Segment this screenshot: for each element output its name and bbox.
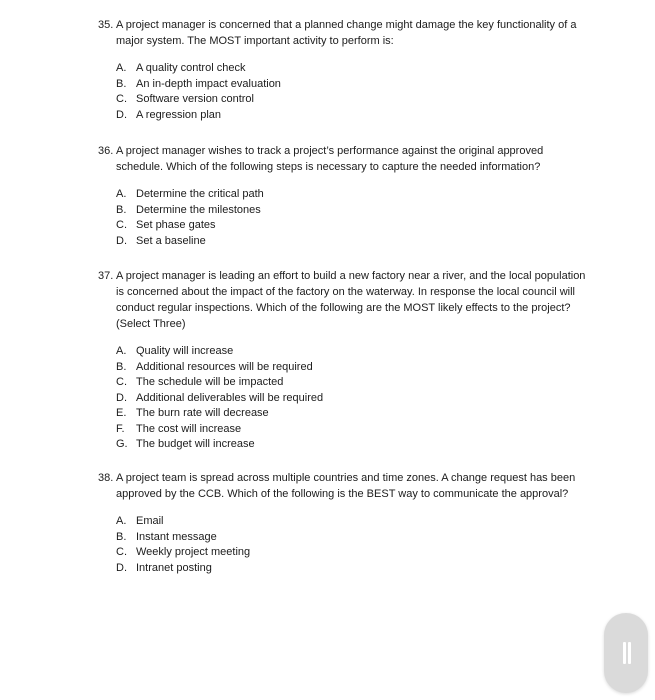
question-number: 38. xyxy=(98,472,114,484)
option-letter: A. xyxy=(116,515,127,527)
option-letter: G. xyxy=(116,438,128,450)
option-text: Software version control xyxy=(136,93,254,105)
question-text: A project team is spread across multiple countries and time zones. A change request has been approved by the CCB. Which of the following is the BEST way to communicate the approval? xyxy=(116,472,576,500)
option-letter: A. xyxy=(116,345,127,357)
answer-option[interactable] xyxy=(116,187,588,203)
question-stem xyxy=(98,143,588,175)
answer-option[interactable] xyxy=(116,406,588,422)
answer-options xyxy=(98,514,588,576)
option-text: Set a baseline xyxy=(136,234,206,247)
option-text: A regression plan xyxy=(136,108,221,121)
option-text: The cost will increase xyxy=(136,422,242,435)
option-letter: C. xyxy=(116,376,127,388)
answer-option[interactable] xyxy=(116,344,588,360)
option-letter: B. xyxy=(116,77,127,90)
answer-option[interactable] xyxy=(116,218,588,234)
option-text: Instant message xyxy=(136,530,217,543)
question-38 xyxy=(98,470,588,576)
answer-option[interactable] xyxy=(116,422,588,438)
question-text: A project manager is leading an effort to build a new factory near a river, and the local population is concerned about the impact of the factory on the waterway. In response the local council will conduct regular inspections. Which of the following are the MOST likely effects to the project? (Select Three) xyxy=(116,270,586,330)
option-letter: E. xyxy=(116,407,127,419)
option-text: Email xyxy=(136,515,164,527)
question-stem xyxy=(98,470,588,502)
option-text: An in-depth impact evaluation xyxy=(136,77,281,90)
option-letter: A. xyxy=(116,62,127,74)
option-letter: D. xyxy=(116,108,127,121)
option-text: The schedule will be impacted xyxy=(136,376,284,388)
option-letter: C. xyxy=(116,93,127,105)
answer-option[interactable] xyxy=(116,92,588,108)
question-number: 37. xyxy=(98,270,114,282)
question-number: 36. xyxy=(98,145,114,157)
answer-option[interactable] xyxy=(116,437,588,453)
answer-options xyxy=(98,187,588,249)
question-text: A project manager wishes to track a project’s performance against the original approved schedule. Which of the following steps is necessary to capture the needed information? xyxy=(116,145,544,173)
option-text: Quality will increase xyxy=(136,345,234,357)
question-36 xyxy=(98,143,588,249)
grip-line-icon xyxy=(628,642,631,664)
answer-option[interactable] xyxy=(116,530,588,546)
option-letter: F. xyxy=(116,422,125,435)
option-text: Determine the milestones xyxy=(136,203,261,216)
grip-line-icon xyxy=(623,642,626,664)
question-stem xyxy=(98,17,588,49)
option-text: Weekly project meeting xyxy=(136,546,251,558)
option-letter: B. xyxy=(116,530,127,543)
option-text: Determine the critical path xyxy=(136,188,264,200)
scroll-handle[interactable] xyxy=(604,613,648,693)
answer-option[interactable] xyxy=(116,108,588,124)
option-text: A quality control check xyxy=(136,62,246,74)
option-text: Set phase gates xyxy=(136,219,216,231)
option-letter: C. xyxy=(116,546,127,558)
answer-option[interactable] xyxy=(116,61,588,77)
answer-options xyxy=(98,61,588,123)
answer-option[interactable] xyxy=(116,514,588,530)
option-letter: B. xyxy=(116,203,127,216)
option-text: Intranet posting xyxy=(136,561,212,574)
answer-option[interactable] xyxy=(116,545,588,561)
option-letter: B. xyxy=(116,360,127,373)
answer-option[interactable] xyxy=(116,360,588,376)
option-text: Additional deliverables will be required xyxy=(136,391,324,404)
option-letter: A. xyxy=(116,188,127,200)
question-number: 35. xyxy=(98,19,114,31)
answer-option[interactable] xyxy=(116,234,588,250)
answer-option[interactable] xyxy=(116,391,588,407)
question-text: A project manager is concerned that a planned change might damage the key functionality of a major system. The MOST important activity to perform is: xyxy=(116,19,577,47)
question-stem xyxy=(98,268,588,332)
option-text: The budget will increase xyxy=(136,438,255,450)
option-text: The burn rate will decrease xyxy=(136,407,269,419)
option-text: Additional resources will be required xyxy=(136,360,313,373)
question-37 xyxy=(98,268,588,453)
option-letter: C. xyxy=(116,219,127,231)
answer-options xyxy=(98,344,588,453)
answer-option[interactable] xyxy=(116,203,588,219)
option-letter: D. xyxy=(116,234,127,247)
answer-option[interactable] xyxy=(116,561,588,577)
answer-option[interactable] xyxy=(116,375,588,391)
question-35 xyxy=(98,17,588,123)
option-letter: D. xyxy=(116,561,127,574)
answer-option[interactable] xyxy=(116,77,588,93)
option-letter: D. xyxy=(116,391,127,404)
